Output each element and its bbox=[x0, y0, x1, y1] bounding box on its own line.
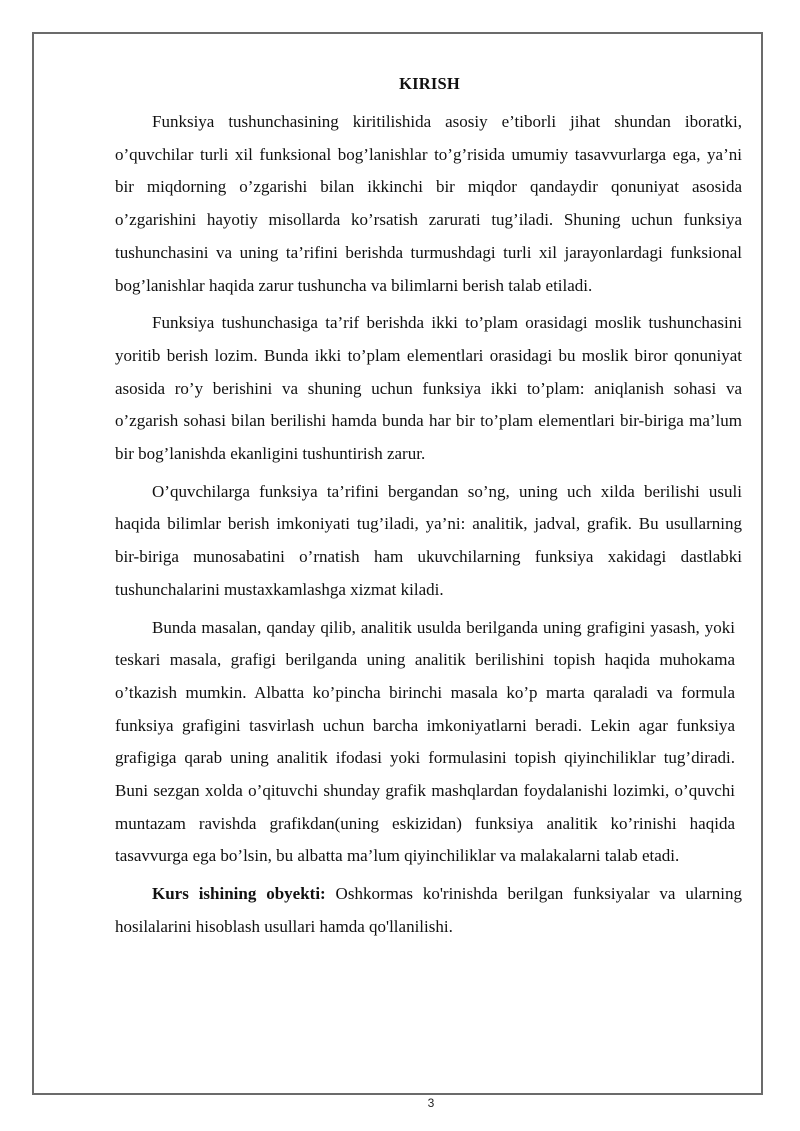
course-object-label: Kurs ishining obyekti: bbox=[152, 884, 326, 904]
paragraph-2: Funksiya tushunchasiga ta’rif berishda ikki to’plam orasidagi moslik tushunchasini yoritib berish lozim. Bunda ikki to’plam elementlari orasidagi bu moslik biror qonuniyat asosida ro’y berishini va shuning uchun funksiya ikki to’plam: aniqlanish sohasi va o’zgarish sohasi bilan berilishi hamda bunda har bir to’plam elementlari bir-biriga ma’lum bir bog’lanishda ekanligini tushuntirish zarur. bbox=[115, 313, 742, 464]
paragraph-1: Funksiya tushunchasining kiritilishida asosiy e’tiborli jihat shundan iboratki, o’quvchilar turli xil funksional bog’lanishlar to’g’risida umumiy tasavvurlarga ega, ya’ni bir miqdorning o’zgarishi bilan ikkinchi bir miqdor qandaydir qonuniyat asosida o’zgarishini hayotiy misollarda ko’rsatish zarurati tug’iladi. Shuning uchun funksiya tushunchasini va uning ta’rifini berishda turmushdagi turli xil jarayonlardagi funksional bog’lanishlar haqida zarur tushuncha va bilimlarni berish talab etiladi. bbox=[115, 112, 742, 295]
section-heading: KIRISH bbox=[399, 74, 460, 93]
course-object-paragraph bbox=[115, 878, 742, 943]
paragraph-3: O’quvchilarga funksiya ta’rifini bergandan so’ng, uning uch xilda berilishi usuli haqida bilimlar berish imkoniyati tug’iladi, ya’ni: analitik, jadval, grafik. Bu usullarning bir-biriga munosabatini o’rnatish ham ukuvchilarning funksiya xakidagi dastlabki tushunchalarini mustaxkamlashga xizmat kiladi. bbox=[115, 481, 742, 599]
page-number: 3 bbox=[427, 1096, 435, 1110]
document-body bbox=[115, 74, 742, 944]
course-object-text: Oshkormas ko'rinishda berilgan funksiyalar va ularning hosilalarini hisoblash usullari hamda qo'llanilishi. bbox=[115, 884, 742, 936]
paragraph-4: Bunda masalan, qanday qilib, analitik usulda berilganda uning grafigini yasash, yoki teskari masala, grafigi berilganda uning analitik berilishini topish haqida muhokama o’tkazish mumkin. Albatta ko’pincha birinchi masala ko’p marta qaraladi va formula funksiya grafigini tasvirlash uchun barcha imkoniyatlarni beradi. Lekin agar funksiya grafigiga qarab uning analitik ifodasi yoki formulasini topish qiyinchiliklar tug’diradi. Buni sezgan xolda o’qituvchi shunday grafik mashqlardan foydalanishi lozimki, o’quvchi muntazam ravishda grafikdan(uning eskizidan) funksiya analitik ko’rinishi haqida tasavvurga ega bo’lsin, bu albatta ma’lum qiyinchiliklar va malakalarni talab etadi. bbox=[115, 617, 735, 866]
